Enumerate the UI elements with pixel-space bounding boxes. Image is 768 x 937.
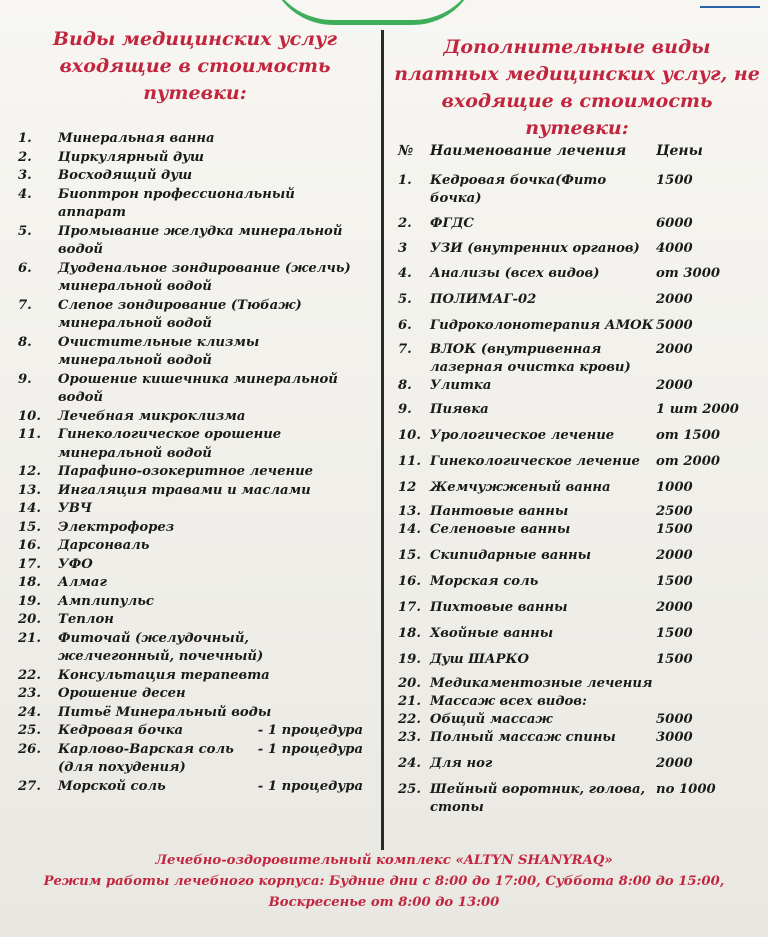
list-item — [18, 260, 363, 297]
row-name: Хвойные ванны — [430, 626, 554, 641]
row-number: 23. — [398, 730, 421, 745]
table-row — [398, 599, 758, 617]
row-number: 11. — [398, 454, 421, 469]
item-number: 6. — [18, 260, 32, 276]
item-number: 17. — [18, 556, 41, 572]
item-number: 27. — [18, 778, 41, 794]
footer-sunday-hours: Воскресенье от 8:00 до 13:00 — [268, 895, 500, 910]
row-number: 5. — [398, 292, 412, 307]
table-row — [398, 651, 758, 669]
table-row — [398, 781, 758, 817]
row-price: 2000 — [656, 378, 693, 393]
row-price: 2500 — [656, 504, 693, 519]
column-divider — [381, 30, 384, 850]
paid-services-title: Дополнительные виды платных медицинских услуг, не входящие в стоимость путевки: — [394, 36, 760, 139]
item-number: 11. — [18, 427, 41, 442]
row-name: Гинекологическое лечение — [430, 454, 640, 469]
row-price: от 3000 — [656, 266, 721, 281]
table-row — [398, 521, 758, 539]
table-row — [398, 172, 758, 208]
item-text: Теплон — [58, 612, 114, 627]
row-number: 12 — [398, 480, 417, 495]
list-item — [18, 574, 363, 593]
row-number: 18. — [398, 626, 421, 641]
list-item — [18, 167, 363, 186]
list-item — [18, 611, 363, 630]
list-item — [18, 537, 363, 556]
row-price: 2000 — [656, 600, 693, 615]
header-price: Цены — [656, 143, 703, 159]
item-number: 9. — [18, 371, 32, 387]
table-row — [398, 240, 758, 258]
row-price: 3000 — [656, 730, 693, 745]
item-number: 18. — [18, 575, 41, 590]
item-number: 21. — [18, 630, 41, 646]
item-suffix: - 1 процедура — [257, 741, 363, 757]
row-price: 1 шт 2000 — [656, 402, 739, 417]
list-item — [18, 630, 363, 667]
item-number: 25. — [18, 723, 41, 738]
item-text: Биоптрон профессиональный аппарат — [58, 186, 295, 220]
item-text: Парафино-озокеритное лечение — [58, 464, 314, 479]
item-text: УВЧ — [58, 501, 92, 516]
list-item — [18, 482, 363, 501]
list-item — [18, 426, 363, 463]
row-name: Урологическое лечение — [430, 428, 615, 443]
list-item — [18, 334, 363, 371]
row-number: 25. — [398, 782, 421, 797]
row-number: 9. — [398, 402, 412, 417]
list-item — [18, 685, 363, 704]
row-price: по 1000 — [656, 782, 716, 797]
row-price — [656, 693, 758, 711]
row-price: 4000 — [656, 241, 693, 256]
row-number: 17. — [398, 600, 421, 615]
item-text: Дуоденальное зондирование (желчь) минеральной водой — [58, 260, 351, 294]
included-services-title: Виды медицинских услуг входящие в стоимость путевки: — [52, 28, 338, 104]
table-row — [398, 573, 758, 591]
row-price: 2000 — [656, 756, 693, 771]
table-row — [398, 675, 758, 693]
item-number: 15. — [18, 519, 41, 535]
row-name: Улитка — [430, 378, 492, 393]
item-number: 19. — [18, 593, 41, 609]
row-name: Пихтовые ванны — [430, 600, 568, 615]
row-number: 3 — [398, 241, 408, 256]
row-number: 16. — [398, 574, 421, 589]
item-number: 8. — [18, 334, 32, 350]
row-number: 15. — [398, 548, 421, 563]
list-item — [18, 408, 363, 427]
paid-services-table — [398, 142, 758, 817]
row-name: Шейный воротник, голова, стопы — [430, 782, 646, 815]
row-name: ФГДС — [430, 216, 474, 231]
list-item — [18, 130, 363, 149]
row-name: Медикаментозные лечения — [430, 676, 653, 691]
table-row — [398, 341, 758, 377]
table-row — [398, 401, 758, 419]
item-number: 23. — [18, 686, 41, 701]
row-name: Морская соль — [430, 574, 539, 589]
list-item — [18, 556, 363, 575]
table-row — [398, 291, 758, 309]
table-row — [398, 503, 758, 521]
row-number: 10. — [398, 428, 421, 443]
item-text: Дарсонваль — [58, 538, 150, 553]
item-text: Кедровая бочка — [58, 723, 184, 738]
row-price: 5000 — [656, 712, 693, 727]
row-name: Пиявка — [430, 402, 489, 417]
row-number: 19. — [398, 652, 421, 667]
item-number: 7. — [18, 297, 32, 313]
item-text: Слепое зондирование (Тюбаж) минеральной водой — [58, 297, 302, 331]
row-price: 1500 — [656, 626, 693, 641]
row-number: 1. — [398, 173, 412, 188]
row-price: 1500 — [656, 652, 693, 667]
table-row — [398, 711, 758, 729]
list-item — [18, 371, 363, 408]
table-row — [398, 427, 758, 445]
row-name: Общий массаж — [430, 712, 553, 727]
row-number: 20. — [398, 676, 421, 691]
row-name: Пантовые ванны — [430, 504, 569, 519]
item-text: Лечебная микроклизма — [58, 408, 246, 424]
row-name: Скипидарные ванны — [430, 548, 591, 563]
row-price — [656, 675, 758, 693]
item-number: 4. — [18, 186, 32, 202]
row-price: 1500 — [656, 522, 693, 537]
row-price: 1000 — [656, 480, 693, 495]
item-text: Ингаляция травами и маслами — [58, 482, 311, 498]
item-number: 13. — [18, 482, 41, 498]
table-row — [398, 625, 758, 643]
row-price: от 1500 — [656, 428, 721, 443]
row-number: 24. — [398, 756, 421, 771]
table-row — [398, 547, 758, 565]
item-number: 26. — [18, 741, 41, 757]
header-name: Наименование лечения — [430, 143, 627, 159]
row-name: Селеновые ванны — [430, 522, 571, 537]
item-number: 12. — [18, 464, 41, 479]
table-row — [398, 215, 758, 233]
table-row — [398, 693, 758, 711]
row-number: 6. — [398, 318, 412, 333]
list-item — [18, 778, 363, 797]
item-number: 2. — [18, 149, 32, 165]
list-item — [18, 593, 363, 612]
item-number: 16. — [18, 538, 41, 553]
row-price: 5000 — [656, 318, 693, 333]
row-name: Гидроколонотерапия АМОК — [430, 318, 654, 333]
item-number: 14. — [18, 501, 41, 516]
item-text: Восходящий душ — [58, 168, 193, 183]
item-text: Циркулярный душ — [58, 149, 204, 165]
item-text: Амплипульс — [58, 593, 154, 609]
item-text: Очистительные клизмы минеральной водой — [58, 334, 260, 368]
item-number: 20. — [18, 612, 41, 627]
list-item — [18, 667, 363, 686]
list-item — [18, 297, 363, 334]
item-text: Питьё Минеральный воды — [58, 704, 272, 720]
row-name: Для ног — [430, 756, 493, 771]
footer — [0, 850, 768, 913]
logo-arc — [268, 0, 478, 25]
list-item — [18, 704, 363, 723]
table-row — [398, 377, 758, 395]
item-text: Электрофорез — [58, 519, 175, 535]
item-text: Промывание желудка минеральной водой — [58, 223, 343, 257]
item-number: 22. — [18, 667, 41, 683]
row-name: ПОЛИМАГ-02 — [430, 292, 537, 307]
row-name: ВЛОК (внутривенная лазерная очистка крови) — [430, 342, 631, 375]
list-item — [18, 519, 363, 538]
row-name: Кедровая бочка(Фито бочка) — [430, 173, 607, 206]
row-price: от 2000 — [656, 454, 721, 469]
row-number: 2. — [398, 216, 412, 231]
row-price: 6000 — [656, 216, 693, 231]
table-header — [398, 142, 758, 160]
row-price: 2000 — [656, 548, 693, 563]
row-number: 4. — [398, 266, 412, 281]
list-item — [18, 500, 363, 519]
list-item — [18, 223, 363, 260]
row-number: 7. — [398, 342, 412, 357]
row-number: 14. — [398, 522, 421, 537]
list-item — [18, 186, 363, 223]
table-row — [398, 265, 758, 283]
row-name: Анализы (всех видов) — [430, 266, 600, 281]
corner-mark — [700, 0, 760, 8]
table-row — [398, 755, 758, 773]
item-number: 24. — [18, 704, 41, 720]
row-number: 8. — [398, 378, 412, 393]
item-number: 1. — [18, 131, 32, 146]
item-text: УФО — [58, 556, 93, 572]
table-row — [398, 729, 758, 747]
item-number: 5. — [18, 223, 32, 239]
row-name: Жемчужженый ванна — [430, 480, 611, 495]
table-row — [398, 317, 758, 335]
item-text: Гинекологическое орошение минеральной водой — [58, 427, 282, 461]
list-item — [18, 741, 363, 778]
list-item — [18, 463, 363, 482]
header-number: № — [398, 143, 414, 159]
item-text: Алмаг — [58, 575, 107, 590]
item-text: Орошение десен — [58, 686, 186, 701]
row-number: 21. — [398, 694, 421, 709]
row-name: Полный массаж спины — [430, 730, 616, 745]
row-name: Массаж всех видов: — [430, 694, 587, 709]
row-number: 13. — [398, 504, 421, 519]
row-number: 22. — [398, 712, 421, 727]
footer-hours: Режим работы лечебного корпуса: Будние дни с 8:00 до 17:00, Суббота 8:00 до 15:00, — [43, 874, 725, 889]
list-item — [18, 149, 363, 168]
item-number: 10. — [18, 408, 41, 424]
item-text: Консультация терапевта — [58, 667, 270, 683]
table-row — [398, 479, 758, 497]
table-row — [398, 453, 758, 471]
list-item — [18, 722, 363, 741]
item-text: Орошение кишечника минеральной водой — [58, 371, 338, 405]
row-price: 2000 — [656, 292, 693, 307]
row-price: 2000 — [656, 342, 693, 357]
row-price: 1500 — [656, 173, 693, 188]
item-text: Морской соль — [58, 778, 166, 794]
item-suffix: - 1 процедура — [257, 723, 363, 738]
item-text: Минеральная ванна — [58, 131, 215, 146]
item-text: Карлово-Варская соль (для похудения) — [58, 741, 234, 775]
item-text: Фиточай (желудочный, желчегонный, почечный) — [58, 630, 264, 664]
item-number: 3. — [18, 168, 32, 183]
included-services-list — [18, 130, 363, 796]
item-suffix: - 1 процедура — [257, 778, 363, 794]
row-name: УЗИ (внутренних органов) — [430, 241, 640, 256]
row-price: 1500 — [656, 574, 693, 589]
footer-complex-name: Лечебно-оздоровительный комплекс «ALTYN SHANYRAQ» — [155, 853, 613, 868]
row-name: Душ ШАРКО — [430, 652, 530, 667]
